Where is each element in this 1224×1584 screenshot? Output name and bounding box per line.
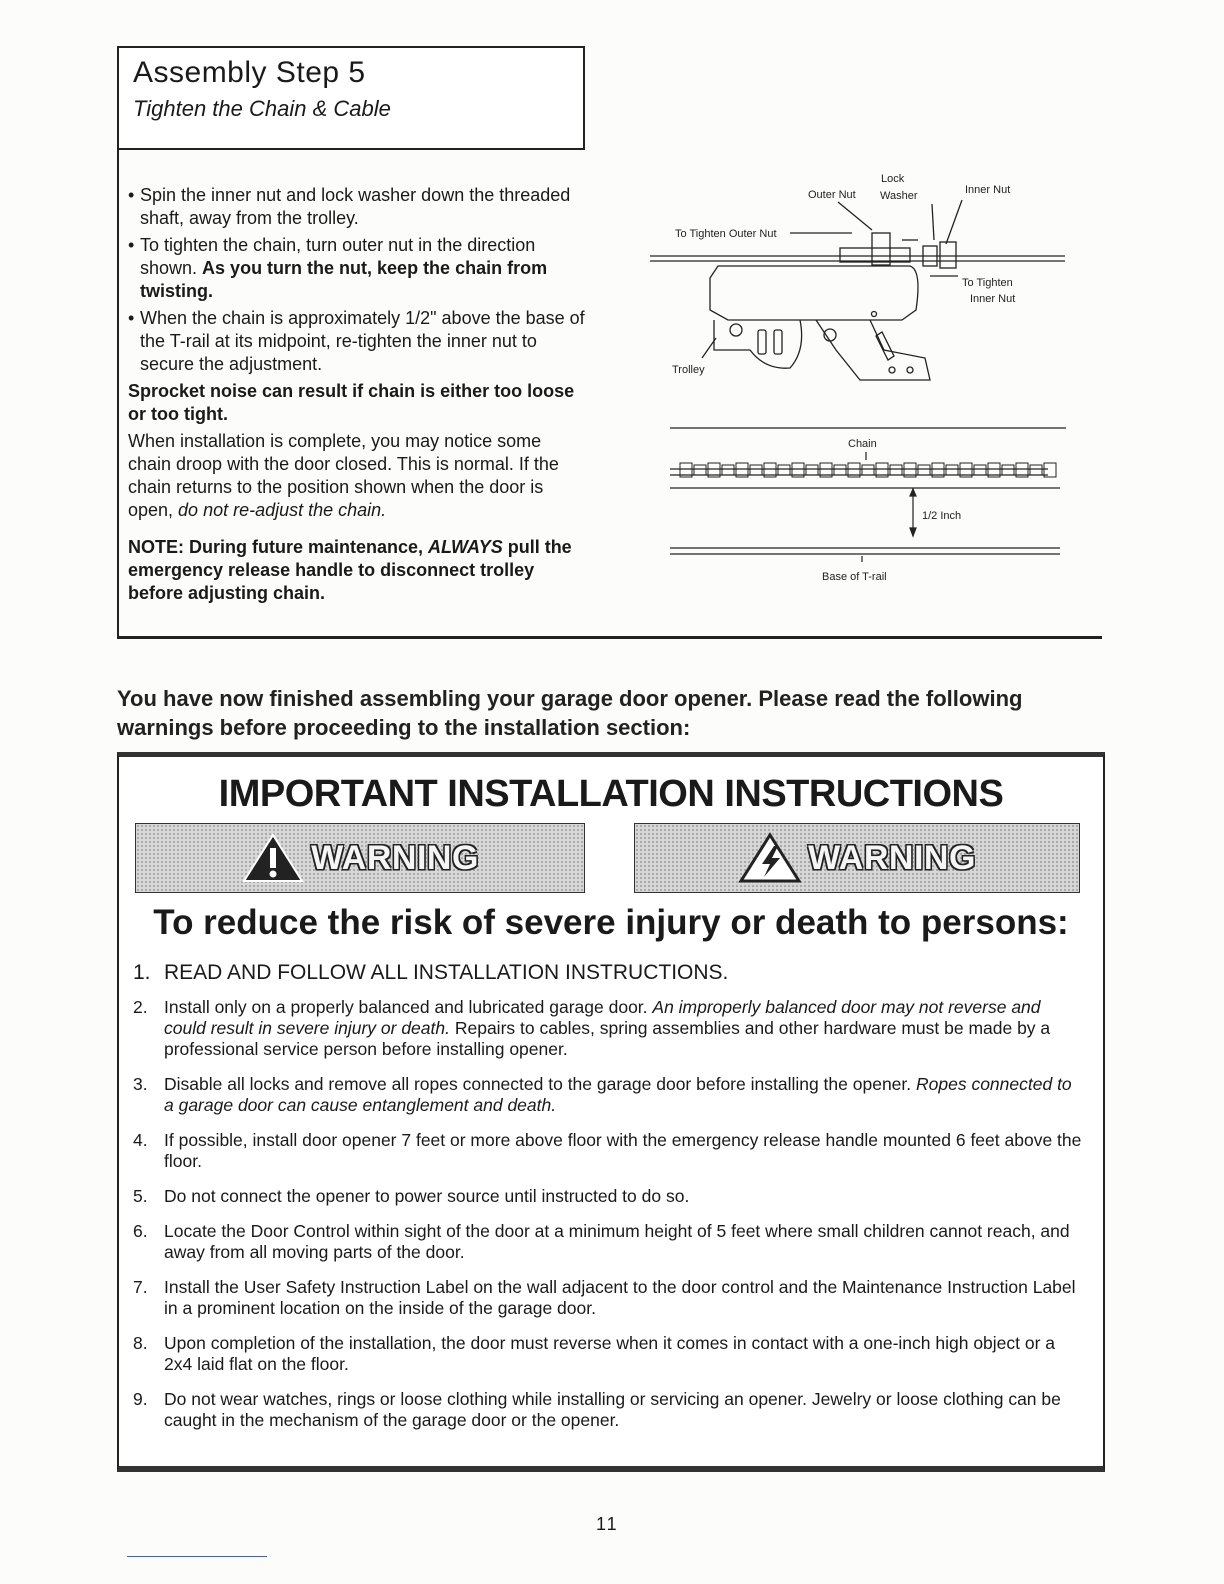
step-title: Assembly Step 5	[133, 56, 366, 89]
bullet-item	[128, 184, 588, 230]
section-bottom-rule	[117, 636, 1102, 639]
item-text-rest: Repairs to cables, spring assemblies and other hardware must be made by a professional service person before installing opener.	[164, 1018, 1051, 1059]
item-text: READ AND FOLLOW ALL INSTALLATION INSTRUCTIONS.	[164, 961, 729, 984]
bullet-item	[128, 307, 588, 376]
maintenance-note	[128, 536, 588, 605]
label-trolley: Trolley	[672, 364, 705, 376]
chain-link	[890, 465, 902, 475]
warning-banner-electrical	[634, 823, 1080, 893]
label-tighten-inner-1: To Tighten	[962, 277, 1013, 289]
label-half-inch: 1/2 Inch	[922, 510, 962, 522]
list-item	[133, 960, 1083, 985]
bullet-dot: •	[128, 185, 135, 205]
label-tighten-outer: To Tighten Outer Nut	[675, 228, 777, 240]
item-emphasis: An improperly balanced door may not reverse and could result in severe injury or death.	[164, 997, 1041, 1038]
page-number: 11	[596, 1514, 619, 1534]
item-text: Do not wear watches, rings or loose clothing while installing or servicing an opener. Jewelry or loose clothing can be caught in the mechanism of the garage door or the opener.	[164, 1389, 1061, 1430]
note-text: During future maintenance,	[184, 537, 429, 557]
item-number: 5.	[133, 1186, 148, 1206]
list-item	[133, 1074, 1083, 1116]
chain-link	[862, 465, 874, 475]
step-header-box	[117, 46, 585, 150]
chain-link	[918, 465, 930, 475]
item-number: 6.	[133, 1221, 148, 1241]
section-left-rule	[117, 150, 119, 637]
finish-paragraph: You have now finished assembling your garage door opener. Please read the following warnings before proceeding to the installation section:	[117, 686, 1023, 740]
item-text: Locate the Door Control within sight of the door at a minimum height of 5 feet where small children cannot reach, and away from all moving parts of the door.	[164, 1221, 1070, 1262]
risk-headline: To reduce the risk of severe injury or death to persons:	[153, 903, 1069, 942]
bullet-emphasis: As you turn the nut, keep the chain from twisting.	[140, 258, 548, 301]
list-item	[133, 997, 1083, 1060]
step-subtitle: Tighten the Chain & Cable	[133, 96, 391, 121]
electrical-hazard-icon	[738, 832, 802, 884]
item-text: Do not connect the opener to power source until instructed to do so.	[164, 1186, 690, 1206]
step-instructions	[128, 184, 588, 605]
note-text-rest: pull the emergency release handle to disconnect trolley before adjusting chain.	[128, 537, 572, 603]
warning-label: WARNING	[311, 838, 479, 877]
label-base-of-t-rail: Base of T-rail	[822, 571, 887, 583]
item-text: Install the User Safety Instruction Label on the wall adjacent to the door control and the Maintenance Instruction Label in a prominent location on the inside of the garage door.	[164, 1277, 1076, 1318]
warning-label: WARNING	[808, 838, 976, 877]
item-text: Disable all locks and remove all ropes connected to the garage door before installing the opener.	[164, 1074, 916, 1094]
completion-text: When installation is complete, you may notice some chain droop with the door closed. This is normal. If the chain returns to the position shown when the door is open,	[128, 431, 559, 520]
item-number: 3.	[133, 1074, 148, 1094]
chain-link	[694, 465, 706, 475]
warning-triangle-icon	[241, 832, 305, 884]
item-text: If possible, install door opener 7 feet or more above floor with the emergency release handle mounted 6 feet above the floor.	[164, 1130, 1082, 1171]
bullet-item	[128, 234, 588, 303]
list-item	[133, 1333, 1083, 1375]
label-washer: Washer	[880, 190, 918, 202]
label-chain: Chain	[848, 438, 877, 450]
chain-link	[722, 465, 734, 475]
list-item	[133, 1130, 1083, 1172]
chain-links	[680, 463, 1056, 477]
completion-note	[128, 430, 588, 522]
label-lock: Lock	[881, 173, 905, 185]
item-number: 4.	[133, 1130, 148, 1150]
trolley-drawing	[650, 200, 1065, 380]
item-number: 7.	[133, 1277, 148, 1297]
list-item	[133, 1221, 1083, 1263]
sprocket-noise-note: Sprocket noise can result if chain is either too loose or too tight.	[128, 381, 575, 424]
footer-rule	[127, 1556, 267, 1557]
bullet-text: When the chain is approximately 1/2" above the base of the T-rail at its midpoint, re-tighten the inner nut to secure the adjustment.	[140, 308, 585, 374]
chain-link	[1030, 465, 1042, 475]
note-prefix: NOTE:	[128, 537, 184, 557]
item-number: 2.	[133, 997, 148, 1017]
bullet-dot: •	[128, 235, 135, 255]
chain-tension-diagram	[640, 160, 1090, 600]
chain-link	[750, 465, 762, 475]
installation-instruction-list	[133, 960, 1083, 1445]
item-number: 1.	[133, 961, 151, 984]
completion-italic: do not re-adjust the chain.	[178, 500, 387, 520]
chain-link	[834, 465, 846, 475]
chain-link	[778, 465, 790, 475]
item-number: 9.	[133, 1389, 148, 1409]
important-title: IMPORTANT INSTALLATION INSTRUCTIONS	[218, 773, 1004, 815]
bullet-text: To tighten the chain, turn outer nut in the direction shown.	[140, 235, 536, 278]
important-instructions-box	[117, 752, 1105, 1472]
item-text: Install only on a properly balanced and lubricated garage door.	[164, 997, 653, 1017]
label-inner-nut: Inner Nut	[965, 184, 1011, 196]
chain-link	[806, 465, 818, 475]
item-text: Upon completion of the installation, the door must reverse when it comes in contact with a one-inch high object or a 2x4 laid flat on the floor.	[164, 1333, 1056, 1374]
item-number: 8.	[133, 1333, 148, 1353]
item-emphasis: Ropes connected to a garage door can cause entanglement and death.	[164, 1074, 1072, 1115]
note-always: ALWAYS	[428, 537, 503, 557]
label-tighten-inner-2: Inner Nut	[970, 293, 1016, 305]
list-item	[133, 1389, 1083, 1431]
chain-link	[946, 465, 958, 475]
list-item	[133, 1186, 1083, 1207]
warning-banner-general	[135, 823, 585, 893]
bullet-dot: •	[128, 308, 135, 328]
chain-link	[974, 465, 986, 475]
label-outer-nut: Outer Nut	[808, 189, 856, 201]
list-item	[133, 1277, 1083, 1319]
chain-link	[1002, 465, 1014, 475]
bullet-text: Spin the inner nut and lock washer down the threaded shaft, away from the trolley.	[140, 185, 571, 228]
